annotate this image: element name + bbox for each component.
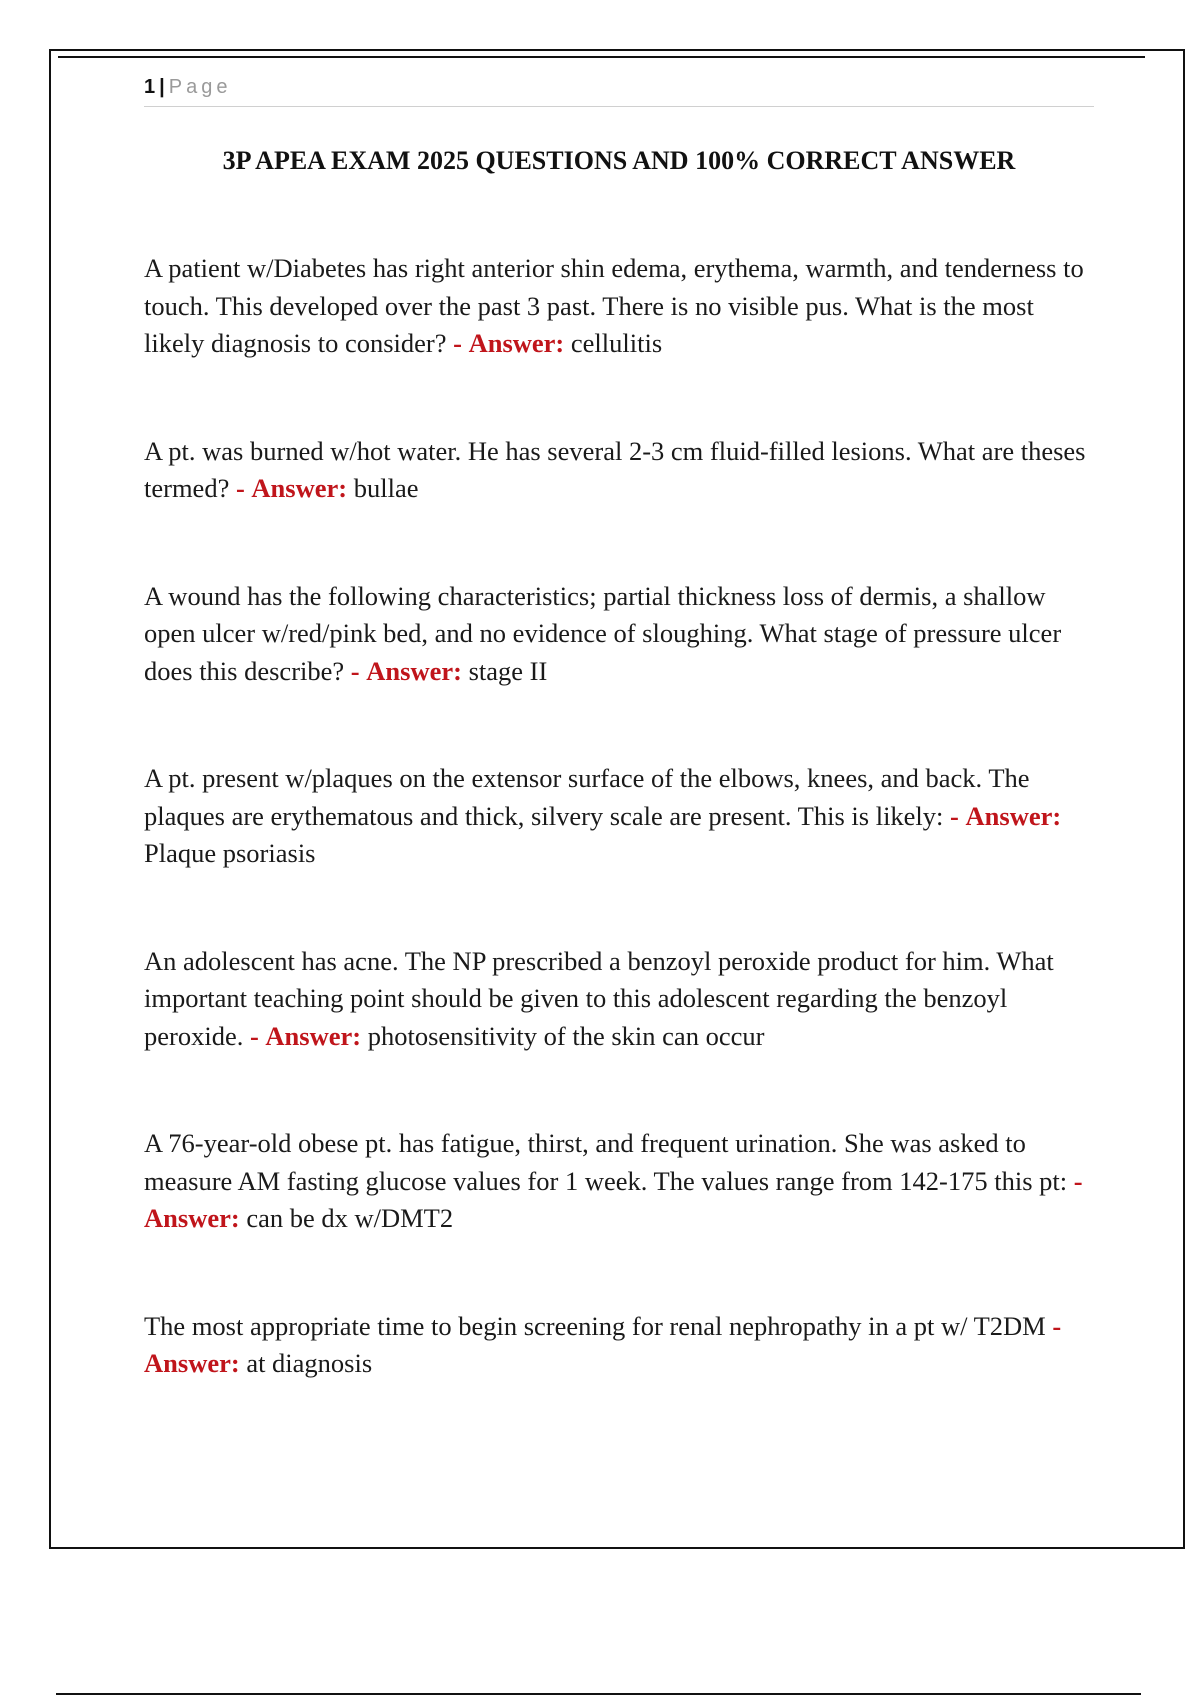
answer-text: can be dx w/DMT2 bbox=[246, 1203, 454, 1233]
answer-label: Answer: bbox=[965, 800, 1062, 831]
answer-label: Answer: bbox=[265, 1020, 362, 1051]
page-top-rule bbox=[58, 56, 1145, 58]
page-separator: | bbox=[159, 76, 165, 98]
qa-item bbox=[144, 578, 1094, 691]
document-title: 3P APEA EXAM 2025 QUESTIONS AND 100% CORRECT ANSWER bbox=[222, 146, 1016, 175]
next-page-top-rule bbox=[56, 1693, 1141, 1695]
answer-separator: - bbox=[1073, 1165, 1083, 1196]
question-text: A pt. present w/plaques on the extensor surface of the elbows, knees, and back. The plaques are erythematous and thick, silvery scale are present. This is likely: bbox=[144, 763, 1030, 831]
qa-item bbox=[144, 1308, 1094, 1383]
qa-item bbox=[144, 943, 1094, 1056]
answer-text: Plaque psoriasis bbox=[144, 838, 316, 868]
answer-text: photosensitivity of the skin can occur bbox=[367, 1020, 765, 1051]
answer-text: bullae bbox=[353, 473, 419, 503]
question-text: The most appropriate time to begin screening for renal nephropathy in a pt w/ T2DM bbox=[144, 1310, 1046, 1341]
qa-item bbox=[144, 250, 1094, 363]
qa-list bbox=[144, 250, 1094, 1453]
answer-separator: - bbox=[453, 328, 462, 358]
answer-label: Answer: bbox=[366, 655, 462, 686]
answer-text: cellulitis bbox=[570, 328, 663, 358]
question-text: A 76-year-old obese pt. has fatigue, thirst, and frequent urination. She was asked to measure AM fasting glucose values for 1 week. The values range from 142-175 this pt: bbox=[144, 1128, 1068, 1196]
answer-separator: - bbox=[249, 1020, 259, 1051]
question-text: An adolescent has acne. The NP prescribed a benzoyl peroxide product for him. What important teaching point should be given to this adolescent regarding the benzoyl peroxide. bbox=[144, 945, 1054, 1051]
answer-separator: - bbox=[235, 473, 245, 503]
answer-text: at diagnosis bbox=[246, 1348, 373, 1378]
answer-separator: - bbox=[350, 655, 360, 686]
answer-label: Answer: bbox=[144, 1203, 240, 1233]
question-text: A patient w/Diabetes has right anterior shin edema, erythema, warmth, and tenderness to touch. This developed over the past 3 past. There is no visible pus. What is the most likely diagnosis to consider? bbox=[144, 253, 1084, 358]
qa-item bbox=[144, 433, 1094, 508]
answer-separator: - bbox=[950, 800, 959, 831]
qa-item bbox=[144, 1125, 1094, 1238]
page-header bbox=[144, 74, 1094, 107]
question-text: A pt. was burned w/hot water. He has several 2-3 cm fluid-filled lesions. What are theses termed? bbox=[144, 435, 1086, 503]
answer-label: Answer: bbox=[251, 473, 348, 503]
qa-item bbox=[144, 760, 1094, 873]
answer-label: Answer: bbox=[468, 328, 565, 358]
question-text: A wound has the following characteristics; partial thickness loss of dermis, a shallow open ulcer w/red/pink bed, and no evidence of sloughing. What stage of pressure ulcer does this describe? bbox=[144, 580, 1062, 686]
answer-separator: - bbox=[1052, 1310, 1062, 1341]
answer-label: Answer: bbox=[144, 1348, 240, 1378]
page-word: Page bbox=[168, 76, 232, 98]
page-number: 1 bbox=[144, 76, 156, 98]
answer-text: stage II bbox=[468, 655, 548, 686]
